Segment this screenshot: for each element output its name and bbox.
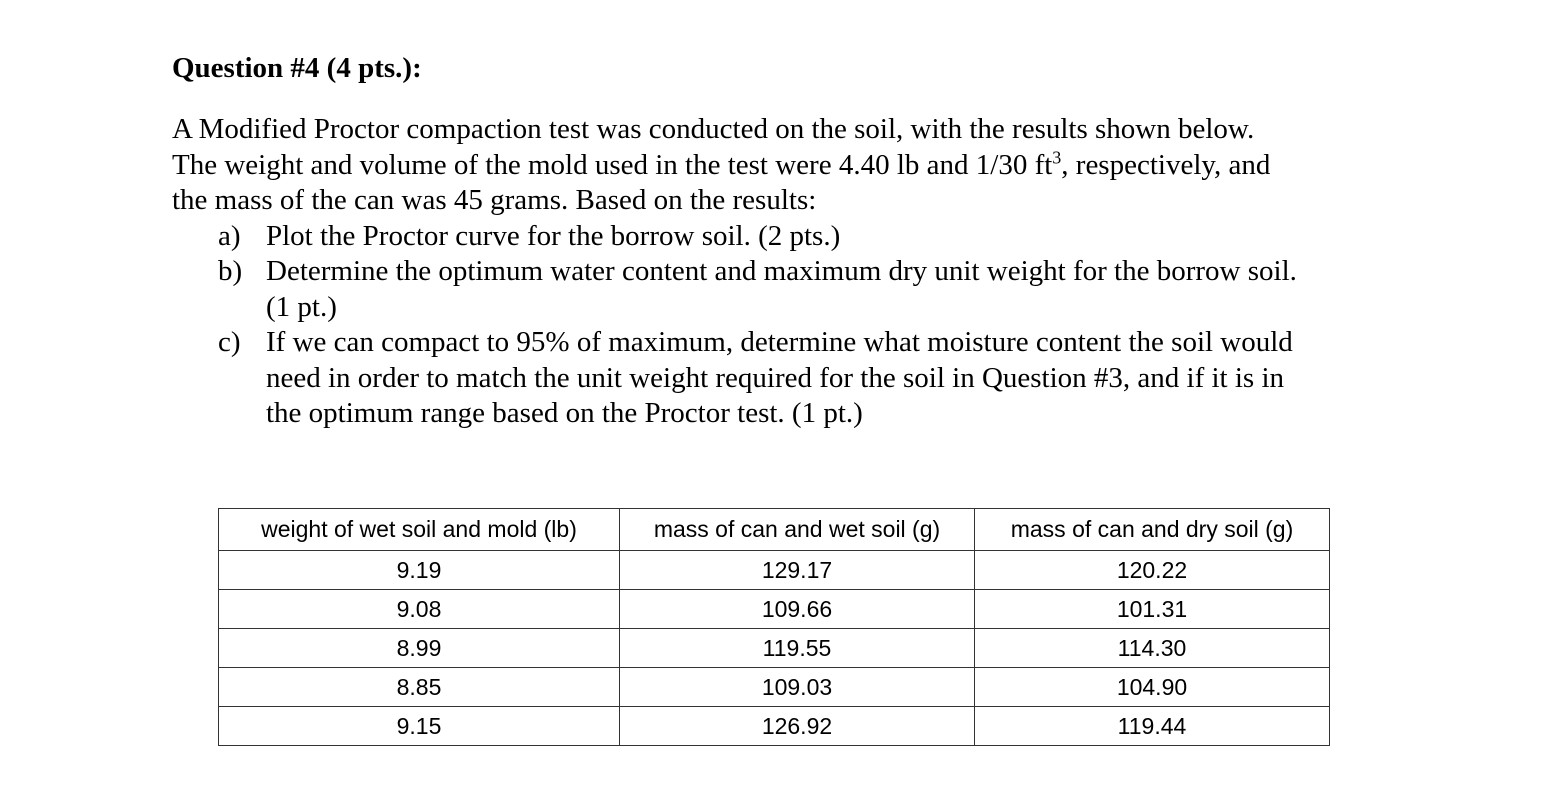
table-row	[219, 590, 1330, 629]
sub-question-b-line-2: (1 pt.)	[266, 290, 337, 323]
intro-line-2	[172, 148, 1402, 184]
table-cell: 120.22	[975, 551, 1330, 590]
table-cell: 9.19	[219, 551, 620, 590]
header-can-and-dry-soil: mass of can and dry soil (g)	[975, 509, 1330, 551]
list-marker-b: b)	[218, 255, 243, 287]
table-row	[219, 707, 1330, 746]
list-marker-a: a)	[218, 219, 241, 252]
question-heading: Question #4 (4 pts.):	[172, 52, 422, 84]
table-cell: 101.31	[975, 590, 1330, 629]
table-cell: 8.85	[219, 668, 620, 707]
table-header-row	[219, 509, 1330, 551]
table-cell: 119.44	[975, 707, 1330, 746]
list-marker-c: c)	[218, 326, 241, 358]
header-wet-soil-and-mold: weight of wet soil and mold (lb)	[219, 509, 620, 551]
table-cell: 129.17	[620, 551, 975, 590]
table-row	[219, 551, 1330, 590]
sub-question-c-line-2: need in order to match the unit weight required for the soil in Question #3, and if it is in	[266, 361, 1285, 394]
intro-line-3: the mass of the can was 45 grams. Based on the results:	[172, 184, 817, 216]
sub-question-a	[172, 219, 1402, 255]
table-cell: 114.30	[975, 629, 1330, 668]
table-row	[219, 629, 1330, 668]
sub-question-c-line-3: the optimum range based on the Proctor test. (1 pt.)	[266, 397, 863, 429]
sub-question-b	[172, 254, 1402, 325]
intro-line-1: A Modified Proctor compaction test was conducted on the soil, with the results shown below.	[172, 113, 1255, 145]
table-cell: 109.03	[620, 668, 975, 707]
table-cell: 119.55	[620, 629, 975, 668]
table-row	[219, 668, 1330, 707]
table-cell: 9.08	[219, 590, 620, 629]
intro-line-2-text: The weight and volume of the mold used in the test were 4.40 lb and 1/30 ft	[172, 148, 1053, 181]
sub-question-c-line-1: If we can compact to 95% of maximum, determine what moisture content the soil would	[266, 326, 1293, 358]
table-cell: 9.15	[219, 707, 620, 746]
proctor-results-table	[218, 508, 1330, 746]
table-cell: 109.66	[620, 590, 975, 629]
question-body	[172, 112, 1402, 432]
table-cell: 126.92	[620, 707, 975, 746]
sub-question-list	[172, 219, 1402, 432]
header-can-and-wet-soil: mass of can and wet soil (g)	[620, 509, 975, 551]
intro-line-2-tail: , respectively, and	[1061, 148, 1271, 181]
table-cell: 8.99	[219, 629, 620, 668]
table-cell: 104.90	[975, 668, 1330, 707]
sub-question-b-line-1: Determine the optimum water content and maximum dry unit weight for the borrow soil.	[266, 255, 1297, 287]
sub-question-a-line-1: Plot the Proctor curve for the borrow soil. (2 pts.)	[266, 219, 841, 252]
superscript-cubed: 3	[1052, 146, 1062, 167]
sub-question-c	[172, 325, 1402, 432]
